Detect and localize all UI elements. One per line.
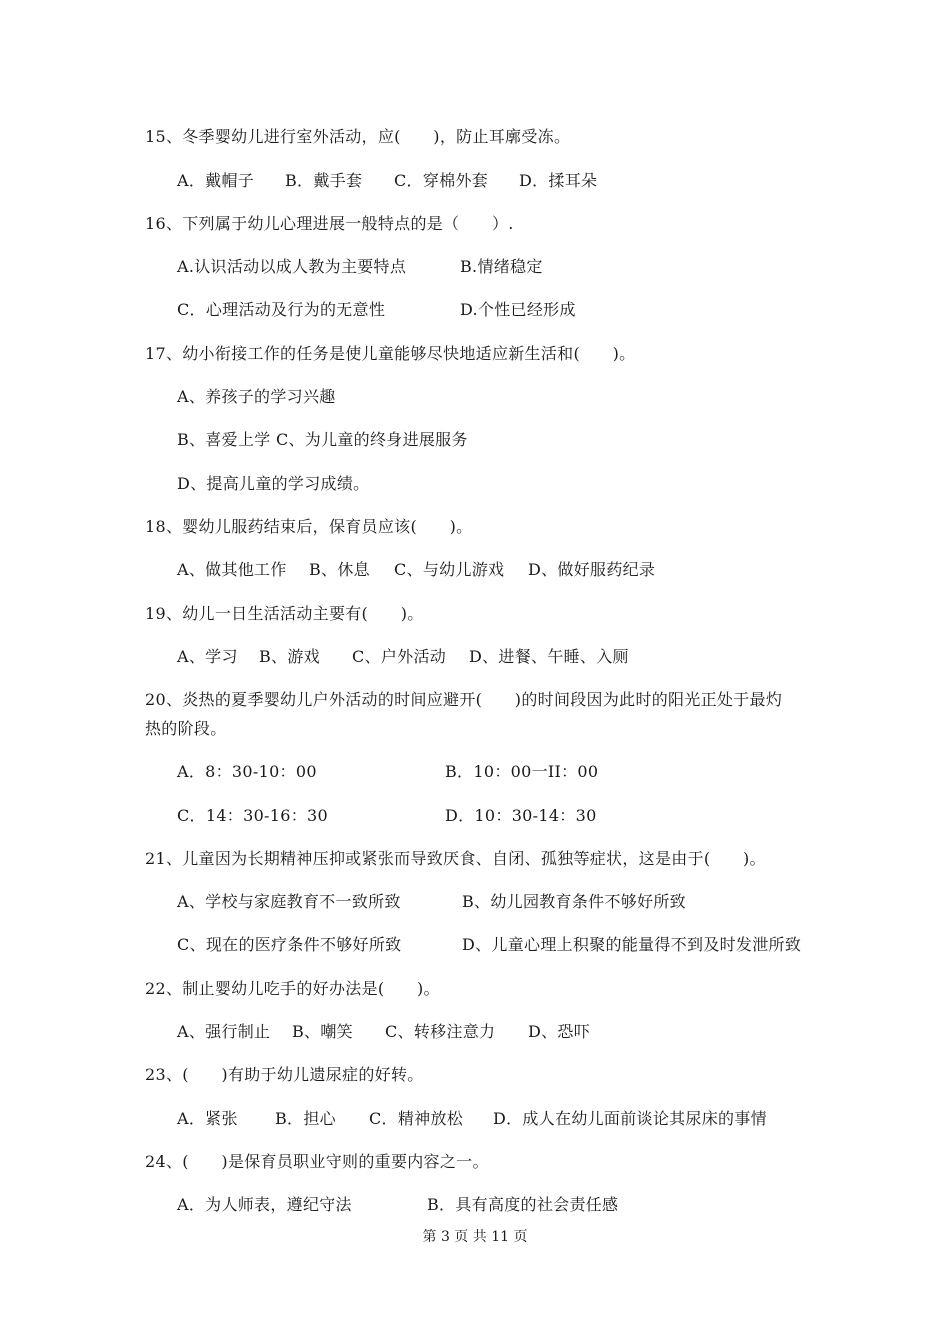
option-c: C、户外活动	[352, 647, 447, 666]
option-d: D、儿童心理上积聚的能量得不到及时发泄所致	[462, 935, 802, 954]
option-d: D、进餐、午睡、入厕	[469, 647, 629, 666]
option-a: A．为人师表，遵纪守法	[177, 1195, 352, 1214]
option-d: D.个性已经形成	[460, 300, 576, 319]
option-c: C．穿棉外套	[394, 171, 489, 190]
option-b: B.情绪稳定	[460, 257, 543, 276]
option-b: B、幼儿园教育条件不够好所致	[462, 892, 686, 911]
option-c: C、转移注意力	[385, 1022, 496, 1041]
option-d: D、做好服药纪录	[528, 560, 656, 579]
question-16-stem: 16、下列属于幼儿心理进展一般特点的是（ ）.	[145, 214, 514, 233]
question-19-stem: 19、幼儿一日生活活动主要有( )。	[145, 604, 424, 623]
option-c: C、与幼儿游戏	[394, 560, 505, 579]
question-23-stem: 23、( )有助于幼儿遗尿症的好转。	[145, 1065, 424, 1084]
option-c: C．14：30-16：30	[177, 806, 328, 825]
option-c: C．心理活动及行为的无意性	[177, 300, 386, 319]
question-17-stem: 17、幼小衔接工作的任务是使儿童能够尽快地适应新生活和( )。	[145, 344, 636, 363]
question-17-option-a: A、养孩子的学习兴趣	[177, 387, 336, 406]
question-18-stem: 18、婴幼儿服药结束后，保育员应该( )。	[145, 517, 473, 536]
page-number-footer: 第 3 页 共 11 页	[422, 1229, 528, 1245]
option-a: A．8：30-10：00	[177, 762, 317, 781]
option-c: C、现在的医疗条件不够好所致	[177, 935, 402, 954]
question-24-stem: 24、( )是保育员职业守则的重要内容之一。	[145, 1152, 489, 1171]
option-d: D．成人在幼儿面前谈论其尿床的事情	[493, 1109, 767, 1128]
question-20-stem: 20、炎热的夏季婴幼儿户外活动的时间应避开( )的时间段因为此时的阳光正处于最灼	[145, 690, 783, 709]
option-b: B、游戏	[259, 647, 320, 666]
question-20-stem-continued: 热的阶段。	[145, 719, 227, 738]
question-17-option-d: D、提高儿童的学习成绩。	[177, 474, 370, 493]
question-22-stem: 22、制止婴幼儿吃手的好办法是( )。	[145, 979, 440, 998]
option-d: D．10：30-14：30	[445, 806, 597, 825]
option-a: A．戴帽子	[177, 171, 255, 190]
option-a: A、做其他工作	[177, 560, 287, 579]
option-b: B、嘲笑	[292, 1022, 353, 1041]
option-a: A.认识活动以成人教为主要特点	[177, 257, 407, 276]
option-d: D、恐吓	[528, 1022, 591, 1041]
option-b: B．戴手套	[285, 171, 363, 190]
option-c: C．精神放松	[369, 1109, 464, 1128]
question-21-stem: 21、儿童因为长期精神压抑或紧张而导致厌食、自闭、孤独等症状，这是由于( )。	[145, 849, 766, 868]
option-b: B．10：00一II：00	[445, 762, 599, 781]
option-d: D．揉耳朵	[519, 171, 598, 190]
question-15-stem: 15、冬季婴幼儿进行室外活动，应( )，防止耳廓受冻。	[145, 127, 571, 146]
option-a: A、强行制止	[177, 1022, 271, 1041]
option-a: A、学习	[177, 647, 238, 666]
option-a: A、学校与家庭教育不一致所致	[177, 892, 401, 911]
option-b: B．担心	[275, 1109, 336, 1128]
option-a: A．紧张	[177, 1109, 238, 1128]
question-17-option-bc: B、喜爱上学 C、为儿童的终身进展服务	[177, 430, 468, 449]
option-b: B．具有高度的社会责任感	[427, 1195, 619, 1214]
option-b: B、休息	[309, 560, 370, 579]
